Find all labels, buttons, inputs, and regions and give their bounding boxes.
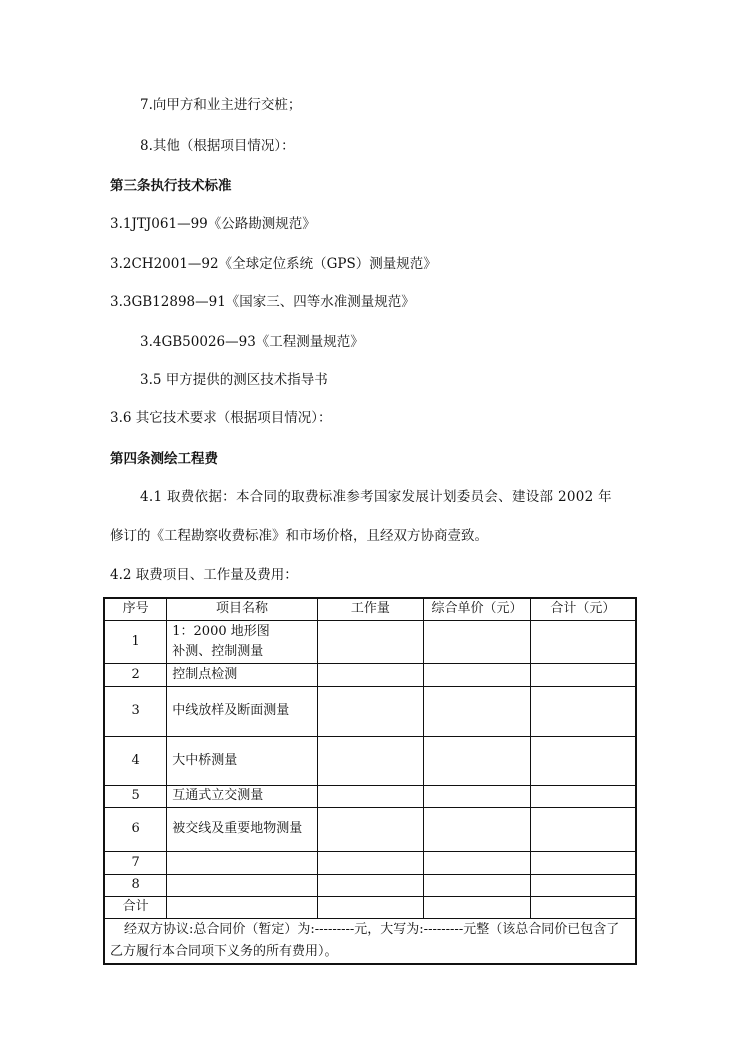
fee-table bbox=[103, 597, 637, 965]
standard-3-4: 3.4GB50026—93《工程测量规范》 bbox=[140, 334, 364, 350]
standard-3-3: 3.3GB12898—91《国家三、四等水准测量规范》 bbox=[110, 294, 415, 310]
item-8: 8.其他（根据项目情况）： bbox=[140, 138, 295, 154]
row-number: 8 bbox=[104, 874, 167, 896]
table-row bbox=[104, 686, 636, 736]
standard-3-1: 3.1JTJ061—99《公路勘测规范》 bbox=[110, 216, 316, 232]
table-row bbox=[104, 785, 636, 807]
row-number: 7 bbox=[104, 851, 167, 874]
agreement-note: 经双方协议:总合同价（暂定）为:---------元，大写为:---------元整（该总合同价已包含了乙方履行本合同项下义务的所有费用）。 bbox=[104, 918, 636, 964]
fee-basis-line1: 4.1 取费依据：本合同的取费标准参考国家发展计划委员会、建设部 2002 年 bbox=[140, 489, 612, 505]
row-number: 2 bbox=[104, 663, 167, 686]
item-name: 1：2000 地形图 补测、控制测量 bbox=[167, 620, 317, 663]
section-3-heading: 第三条执行技术标准 bbox=[110, 178, 232, 194]
header-cell: 项目名称 bbox=[167, 598, 317, 620]
fee-basis-line2: 修订的《工程勘察收费标准》和市场价格，且经双方协商壹致。 bbox=[110, 528, 488, 544]
item-name: 控制点检测 bbox=[167, 663, 317, 686]
row-number: 1 bbox=[104, 620, 167, 663]
item-name bbox=[167, 874, 317, 896]
fee-items-label: 4.2 取费项目、工作量及费用： bbox=[110, 567, 298, 583]
standard-3-5: 3.5 甲方提供的测区技术指导书 bbox=[140, 372, 328, 388]
row-number: 6 bbox=[104, 807, 167, 851]
section-4-heading: 第四条测绘工程费 bbox=[110, 451, 218, 467]
header-cell: 合计（元） bbox=[530, 598, 636, 620]
item-name: 被交线及重要地物测量 bbox=[167, 807, 317, 851]
table-row bbox=[104, 874, 636, 896]
table-row bbox=[104, 736, 636, 785]
total-label: 合计 bbox=[104, 896, 167, 918]
header-cell: 工作量 bbox=[317, 598, 424, 620]
table-row bbox=[104, 620, 636, 663]
standard-3-2: 3.2CH2001—92《全球定位系统（GPS）测量规范》 bbox=[110, 256, 437, 272]
table-footer-row bbox=[104, 918, 636, 964]
header-cell: 序号 bbox=[104, 598, 167, 620]
row-number: 4 bbox=[104, 736, 167, 785]
table-row bbox=[104, 807, 636, 851]
item-name bbox=[167, 851, 317, 874]
table-row bbox=[104, 851, 636, 874]
row-number: 3 bbox=[104, 686, 167, 736]
item-name: 互通式立交测量 bbox=[167, 785, 317, 807]
item-name: 中线放样及断面测量 bbox=[167, 686, 317, 736]
item-name bbox=[167, 896, 317, 918]
standard-3-6: 3.6 其它技术要求（根据项目情况）： bbox=[110, 410, 332, 426]
table-row bbox=[104, 663, 636, 686]
table-header-row bbox=[104, 598, 636, 620]
header-cell: 综合单价（元） bbox=[424, 598, 531, 620]
item-name: 大中桥测量 bbox=[167, 736, 317, 785]
table-total-row bbox=[104, 896, 636, 918]
row-number: 5 bbox=[104, 785, 167, 807]
item-7: 7.向甲方和业主进行交桩； bbox=[140, 97, 302, 113]
